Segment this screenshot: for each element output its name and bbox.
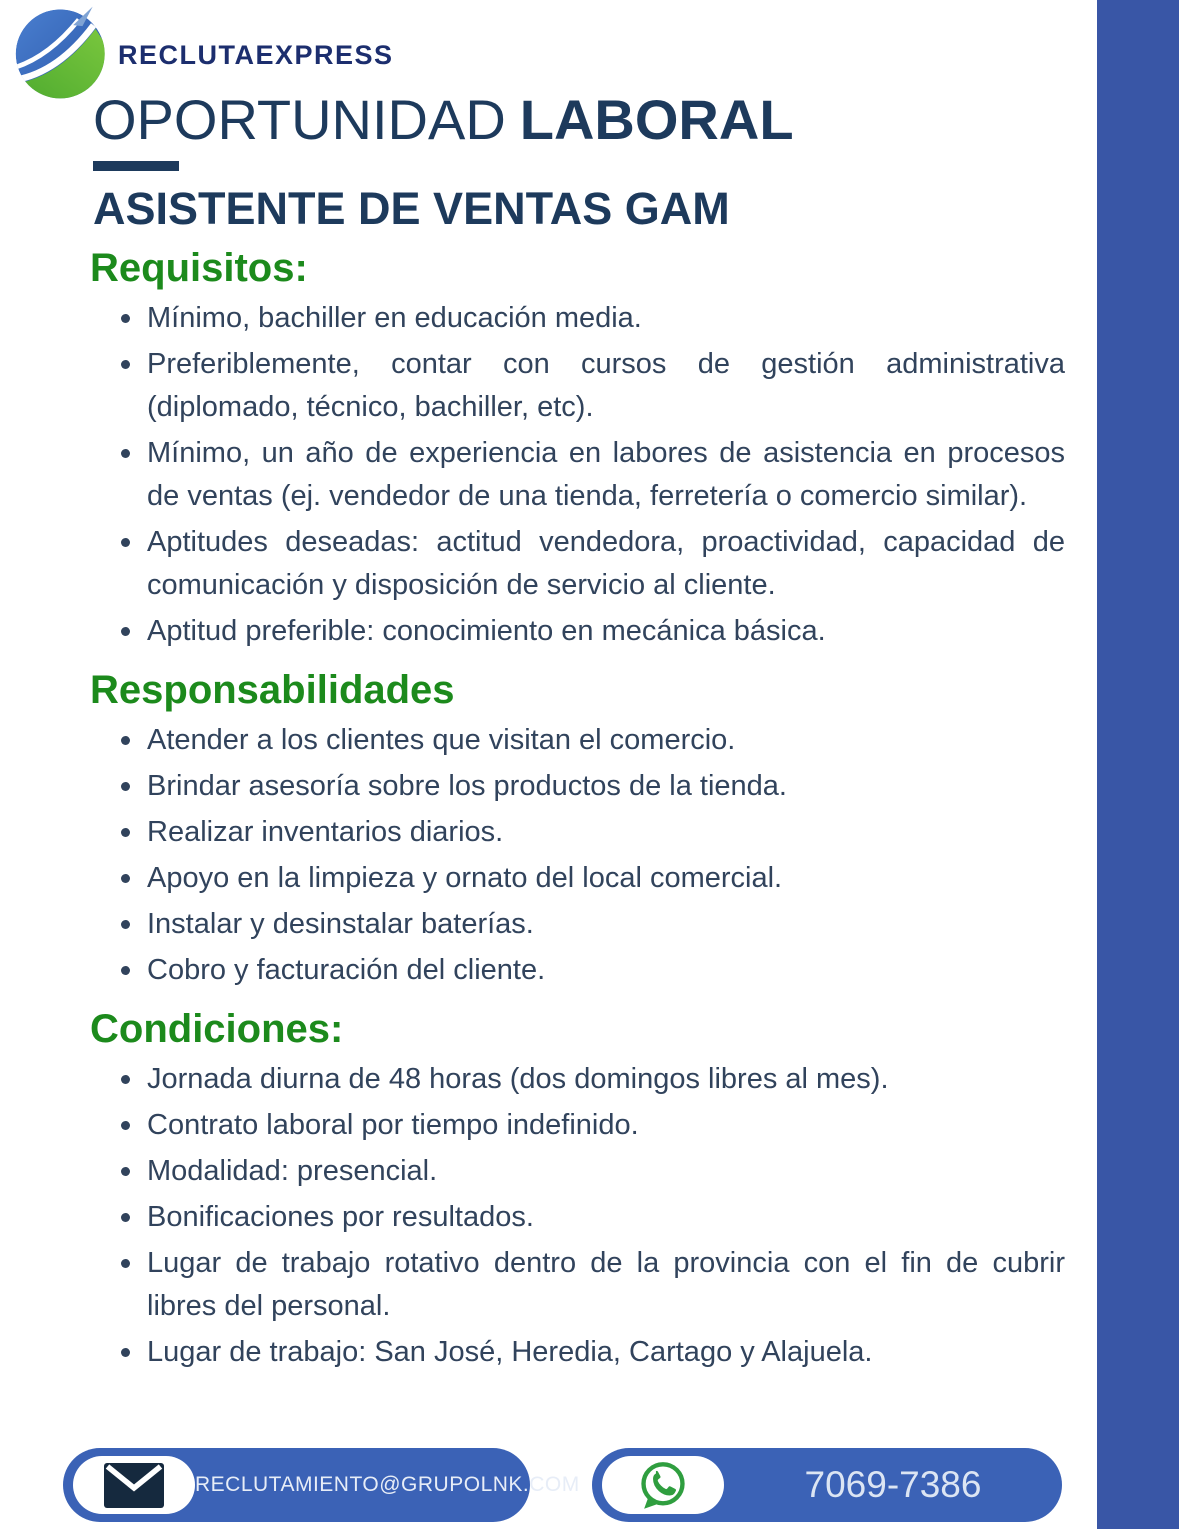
list-item: Preferiblemente, contar con cursos de gestión administrativa (diplomado, técnico, bachiller, etc). <box>147 343 1065 429</box>
bullet-list-responsabilidades <box>90 719 1065 992</box>
bullet-list-requisitos <box>90 297 1065 653</box>
list-item: Mínimo, un año de experiencia en labores de asistencia en procesos de ventas (ej. vendedor de una tienda, ferretería o comercio similar). <box>147 432 1065 518</box>
list-item: Atender a los clientes que visitan el comercio. <box>147 719 1065 762</box>
whatsapp-icon <box>635 1457 691 1513</box>
list-item: Contrato laboral por tiempo indefinido. <box>147 1104 1065 1147</box>
side-accent-bar <box>1097 0 1179 1529</box>
list-item: Aptitudes deseadas: actitud vendedora, proactividad, capacidad de comunicación y disposición de servicio al cliente. <box>147 521 1065 607</box>
whatsapp-icon-capsule <box>602 1456 724 1514</box>
list-item: Aptitud preferible: conocimiento en mecánica básica. <box>147 610 1065 653</box>
title-underline <box>93 161 179 171</box>
position-title: ASISTENTE DE VENTAS GAM <box>93 183 730 234</box>
list-item: Instalar y desinstalar baterías. <box>147 903 1065 946</box>
bullet-list-condiciones <box>90 1058 1065 1374</box>
list-item: Realizar inventarios diarios. <box>147 811 1065 854</box>
list-item: Apoyo en la limpieza y ornato del local comercial. <box>147 857 1065 900</box>
page-title-regular: OPORTUNIDAD <box>93 88 506 151</box>
list-item: Jornada diurna de 48 horas (dos domingos libres al mes). <box>147 1058 1065 1101</box>
mail-icon <box>104 1463 164 1508</box>
email-icon-capsule <box>73 1456 195 1514</box>
content-sections <box>0 245 1065 1388</box>
page-title-bold: LABORAL <box>519 88 794 151</box>
section-heading-condiciones: Condiciones: <box>90 1007 344 1051</box>
section-heading-responsabilidades: Responsabilidades <box>90 668 455 712</box>
list-item: Cobro y facturación del cliente. <box>147 949 1065 992</box>
whatsapp-button[interactable] <box>592 1448 1062 1522</box>
brand-name: RECLUTAEXPRESS <box>118 40 394 70</box>
email-button[interactable] <box>63 1448 580 1522</box>
phone-label: 7069-7386 <box>804 1464 982 1505</box>
list-item: Brindar asesoría sobre los productos de la tienda. <box>147 765 1065 808</box>
page-title <box>93 88 794 152</box>
list-item: Bonificaciones por resultados. <box>147 1196 1065 1239</box>
section-heading-requisitos: Requisitos: <box>90 246 308 290</box>
email-label: RECLUTAMIENTO@GRUPOLNK.COM <box>195 1473 580 1496</box>
list-item: Lugar de trabajo rotativo dentro de la provincia con el fin de cubrir libres del personal. <box>147 1242 1065 1328</box>
list-item: Mínimo, bachiller en educación media. <box>147 297 1065 340</box>
list-item: Lugar de trabajo: San José, Heredia, Cartago y Alajuela. <box>147 1331 1065 1374</box>
list-item: Modalidad: presencial. <box>147 1150 1065 1193</box>
